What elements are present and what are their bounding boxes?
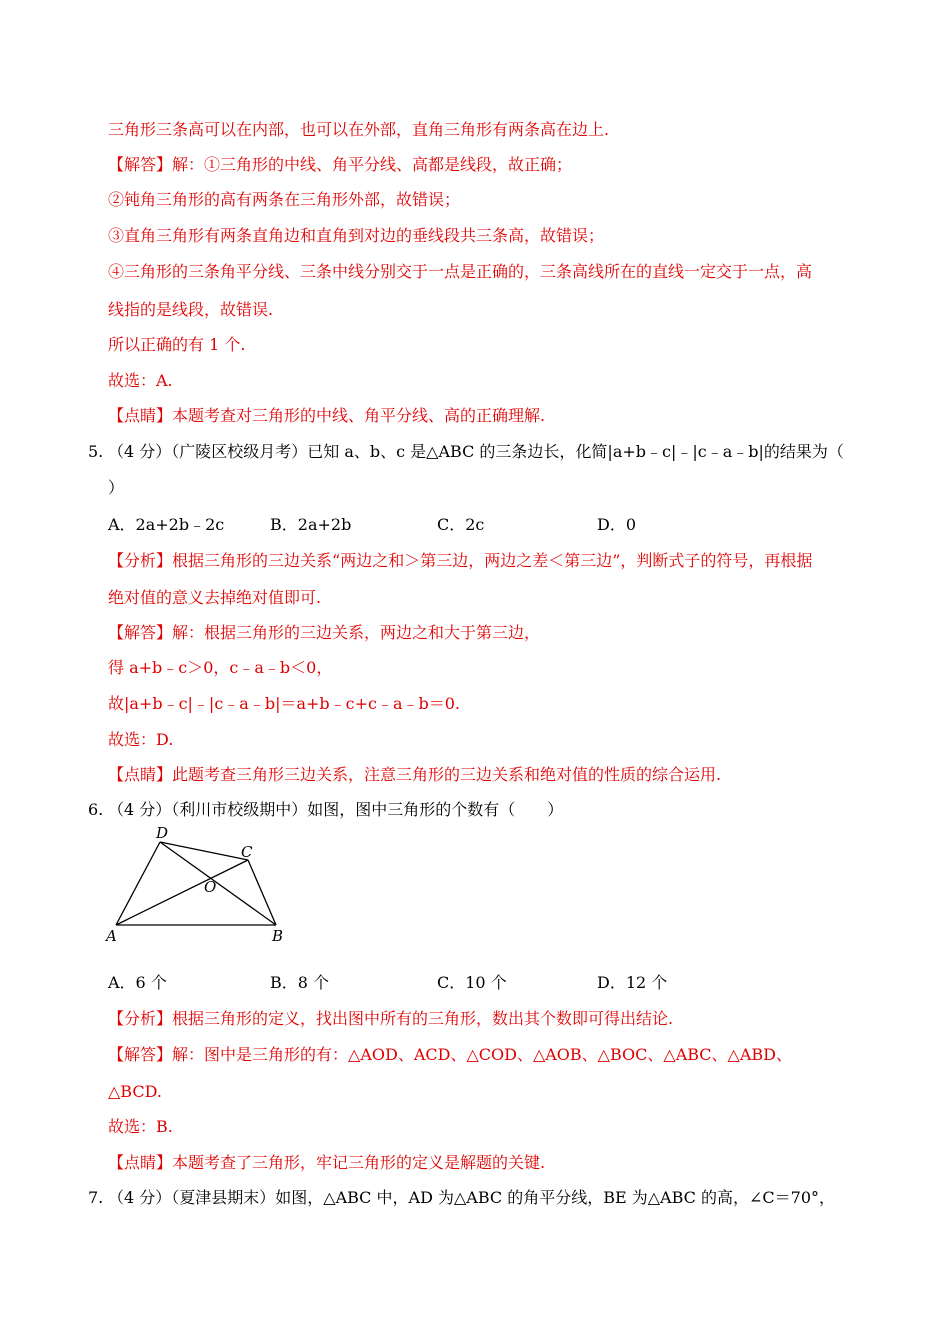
segment-ad — [116, 842, 160, 925]
q5-answer-text-1: 解：根据三角形的三边关系，两边之和大于第三边， — [172, 623, 541, 642]
q6-comment — [108, 1153, 545, 1173]
q5-option-c: C．2c — [437, 515, 485, 534]
q4-answer-text-1: 解：①三角形的中线、角平分线、高都是线段，故正确； — [172, 155, 573, 174]
q6-comment-label: 【点睛】 — [108, 1153, 173, 1172]
label-b: B — [272, 927, 284, 945]
q6-option-d: D．12 个 — [597, 973, 668, 992]
q6-figure — [100, 822, 300, 947]
q5-number: 5. — [88, 442, 104, 461]
q5-choice: 故选：D. — [108, 730, 174, 749]
q6-stem: （4 分）（利川市校级期中）如图，图中三角形的个数有（ ） — [108, 800, 564, 819]
q7-number: 7. — [88, 1188, 104, 1207]
q6-answer-line-2: △BCD. — [108, 1082, 162, 1101]
q7-stem: （4 分）（夏津县期末）如图，△ABC 中，AD 为△ABC 的角平分线，BE 为△ABC 的高，∠C＝70°， — [108, 1188, 835, 1207]
q6-choice: 故选：B. — [108, 1117, 173, 1136]
q5-answer-line-1 — [108, 623, 540, 643]
q5-answer-line-2: 得 a+b﹣c＞0，c﹣a﹣b＜0， — [108, 658, 333, 677]
q5-analysis-label: 【分析】 — [108, 551, 173, 570]
q5-option-b: B．2a+2b — [270, 515, 352, 534]
q5-comment-label: 【点睛】 — [108, 765, 173, 784]
q6-answer-text-1: 解：图中是三角形的有：△AOD、ACD、△COD、△AOB、△BOC、△ABC、△ABD、 — [172, 1045, 792, 1064]
q5-answer-label: 【解答】 — [108, 623, 173, 642]
q6-analysis — [108, 1009, 673, 1029]
q5-analysis-text-1: 根据三角形的三边关系“两边之和＞第三边，两边之差＜第三边”，判断式子的符号，再根据 — [172, 551, 813, 570]
q4-answer-line-1 — [108, 155, 572, 175]
q6-analysis-text: 根据三角形的定义，找出图中所有的三角形，数出其个数即可得出结论. — [172, 1009, 674, 1028]
q6-option-a: A．6 个 — [108, 973, 167, 992]
q5-option-a: A．2a+2b﹣2c — [108, 515, 225, 534]
q5-comment — [108, 765, 721, 785]
q6-option-b: B．8 个 — [270, 973, 330, 992]
q5-comment-text: 此题考查三角形三边关系，注意三角形的三边关系和绝对值的性质的综合运用. — [172, 765, 722, 784]
q4-analysis-tail: 三角形三条高可以在内部，也可以在外部，直角三角形有两条高在边上. — [108, 120, 610, 139]
q6-analysis-label: 【分析】 — [108, 1009, 173, 1028]
q6-option-c: C．10 个 — [437, 973, 507, 992]
label-o: O — [204, 878, 217, 896]
q4-choice: 故选：A. — [108, 371, 173, 390]
q4-answer-line-3: ③直角三角形有两条直角边和直角到对边的垂线段共三条高，故错误； — [108, 226, 605, 245]
q5-answer-line-3: 故|a+b﹣c|﹣|c﹣a﹣b|＝a+b﹣c+c﹣a﹣b＝0. — [108, 694, 461, 713]
q4-comment — [108, 406, 545, 426]
q4-answer-line-2: ②钝角三角形的高有两条在三角形外部，故错误； — [108, 190, 461, 209]
label-c: C — [241, 843, 253, 861]
q6-answer-line-1 — [108, 1045, 792, 1065]
q4-comment-label: 【点睛】 — [108, 406, 173, 425]
q6-number: 6. — [88, 800, 104, 819]
q4-comment-text: 本题考查对三角形的中线、角平分线、高的正确理解. — [172, 406, 546, 425]
q6-answer-label: 【解答】 — [108, 1045, 173, 1064]
segment-ac — [116, 860, 248, 925]
q5-stem-line-1: （4 分）（广陵区校级月考）已知 a、b、c 是△ABC 的三条边长，化简|a+b﹣c|﹣|c﹣a﹣b|的结果为（ — [108, 442, 844, 461]
label-a: A — [106, 927, 117, 945]
q4-answer-line-5: 线指的是线段，故错误. — [108, 300, 274, 319]
q4-answer-line-6: 所以正确的有 1 个. — [108, 335, 246, 354]
q5-analysis-line-1 — [108, 551, 812, 571]
q4-answer-line-4: ④三角形的三条角平分线、三条中线分别交于一点是正确的，三条高线所在的直线一定交于一点，高 — [108, 262, 813, 281]
q5-option-d: D．0 — [597, 515, 637, 534]
label-d: D — [156, 824, 169, 842]
q6-comment-text: 本题考查了三角形，牢记三角形的定义是解题的关键. — [172, 1153, 546, 1172]
q5-stem-line-2: ） — [108, 478, 125, 497]
q4-answer-label: 【解答】 — [108, 155, 173, 174]
q5-analysis-line-2: 绝对值的意义去掉绝对值即可. — [108, 588, 322, 607]
